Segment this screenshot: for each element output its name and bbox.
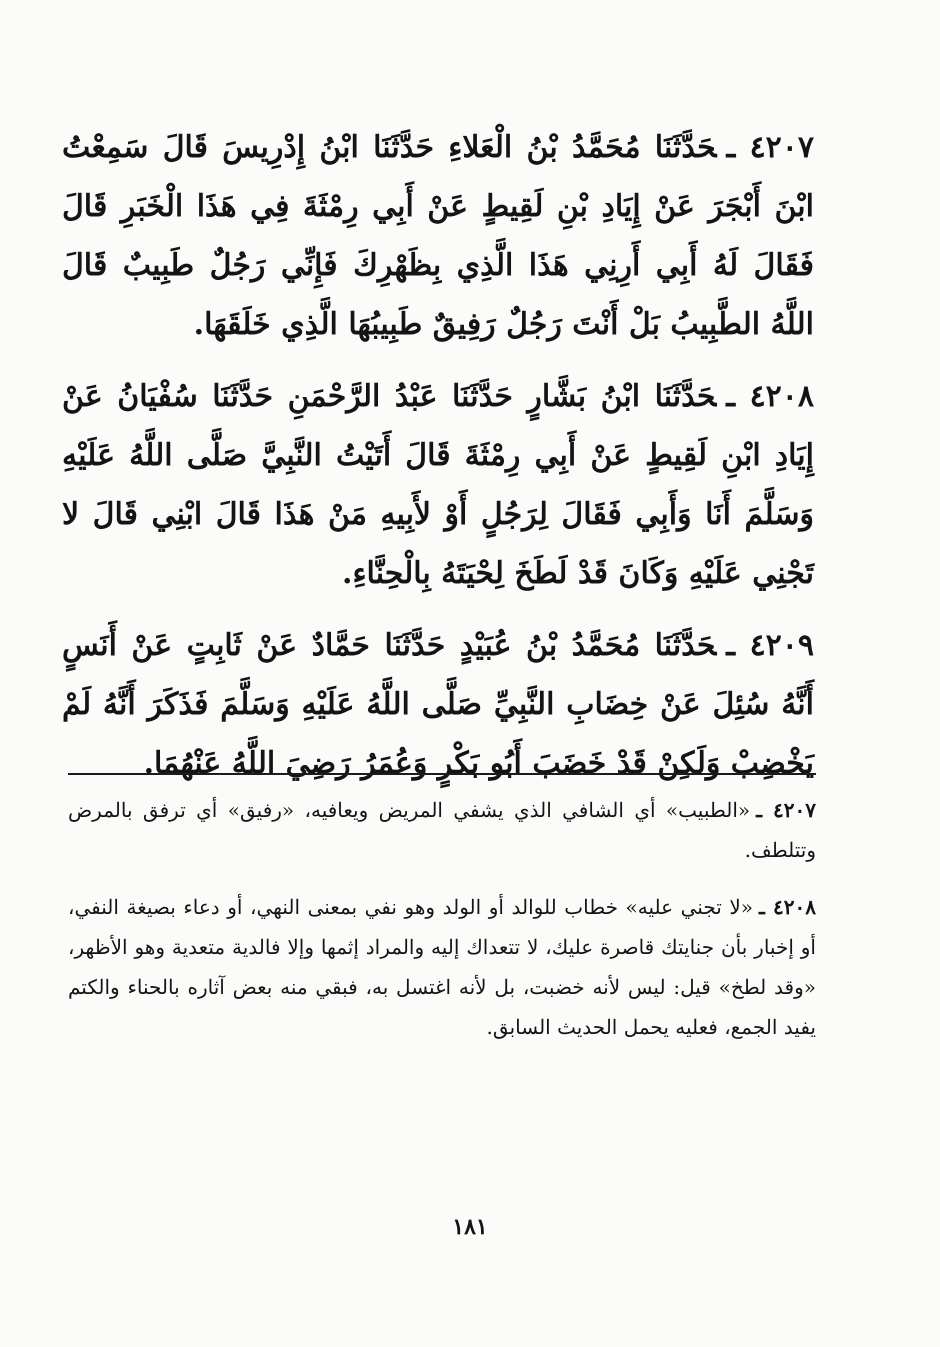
hadith-body: حَدَّثَنَا مُحَمَّدُ بْنُ الْعَلاءِ حَدَّثَنَا ابْنُ إِدْرِيسَ قَالَ سَمِعْتُ ابْنَ أَبْجَرَ عَنْ إِيَادِ بْنِ لَقِيطٍ عَنْ أَبِي رِمْثَةَ فِي هَذَا الْخَبَرِ قَالَ فَقَالَ لَهُ أَبِي أَرِنِي هَذَا الَّذِي بِظَهْرِكَ فَإِنِّي رَجُلٌ طَبِيبٌ قَالَ اللَّهُ الطَّبِيبُ بَلْ أَنْتَ رَجُلٌ رَفِيقٌ طَبِيبُهَا الَّذِي خَلَقَهَا. [62, 130, 814, 342]
hadith-body: حَدَّثَنَا ابْنُ بَشَّارٍ حَدَّثَنَا عَبْدُ الرَّحْمَنِ حَدَّثَنَا سُفْيَانُ عَنْ إِيَادِ ابْنِ لَقِيطٍ عَنْ أَبِي رِمْثَةَ قَالَ أَتَيْتُ النَّبِيَّ صَلَّى اللَّهُ عَلَيْهِ وَسَلَّمَ أَنَا وَأَبِي فَقَالَ لِرَجُلٍ أَوْ لأَبِيهِ مَنْ هَذَا قَالَ ابْنِي قَالَ لا تَجْنِي عَلَيْهِ وَكَانَ قَدْ لَطَخَ لِحْيَتَهُ بِالْحِنَّاءِ. [62, 379, 814, 591]
footnote-body: «لا تجني عليه» خطاب للوالد أو الولد وهو نفي بمعنى النهي، أو دعاء بصيغة النفي، أو إخبار بأن جنايتك قاصرة عليك، لا تتعداك إليه والمراد إثمها وإلا فالدية متعدية وهو الأظهر، «وقد لطخ» قيل: ليس لأنه خضبت، بل لأنه اغتسل به، فبقي منه بعض آثاره بالحناء والكتم يفيد الجمع، فعليه يحمل الحديث السابق. [68, 895, 816, 1039]
hadith-text-block [62, 118, 814, 806]
footnote-number: ٤٢٠٨ ـ [759, 895, 816, 919]
footnote-number: ٤٢٠٧ ـ [756, 798, 816, 822]
hadith-4208 [62, 367, 814, 603]
hadith-body: حَدَّثَنَا مُحَمَّدُ بْنُ عُبَيْدٍ حَدَّثَنَا حَمَّادٌ عَنْ ثَابِتٍ عَنْ أَنَسٍ أَنَّهُ سُئِلَ عَنْ خِضَابِ النَّبِيِّ صَلَّى اللَّهُ عَلَيْهِ وَسَلَّمَ فَذَكَرَ أَنَّهُ لَمْ يَخْضِبْ وَلَكِنْ قَدْ خَضَبَ أَبُو بَكْرٍ وَعُمَرُ رَضِيَ اللَّهُ عَنْهُمَا. [62, 628, 814, 781]
hadith-number: ٤٢٠٩ ـ [726, 628, 815, 663]
footnote-separator [68, 773, 816, 775]
footnote-4207 [68, 790, 816, 870]
hadith-number: ٤٢٠٨ ـ [726, 379, 815, 414]
hadith-number: ٤٢٠٧ ـ [726, 130, 815, 165]
page-number: ١٨١ [452, 1214, 488, 1240]
hadith-4209 [62, 616, 814, 793]
footnotes-block [68, 790, 816, 1064]
footnote-body: «الطبيب» أي الشافي الذي يشفي المريض ويعافيه، «رفيق» أي ترفق بالمرض وتتلطف. [68, 798, 816, 862]
hadith-4207 [62, 118, 814, 354]
footnote-4208 [68, 887, 816, 1047]
